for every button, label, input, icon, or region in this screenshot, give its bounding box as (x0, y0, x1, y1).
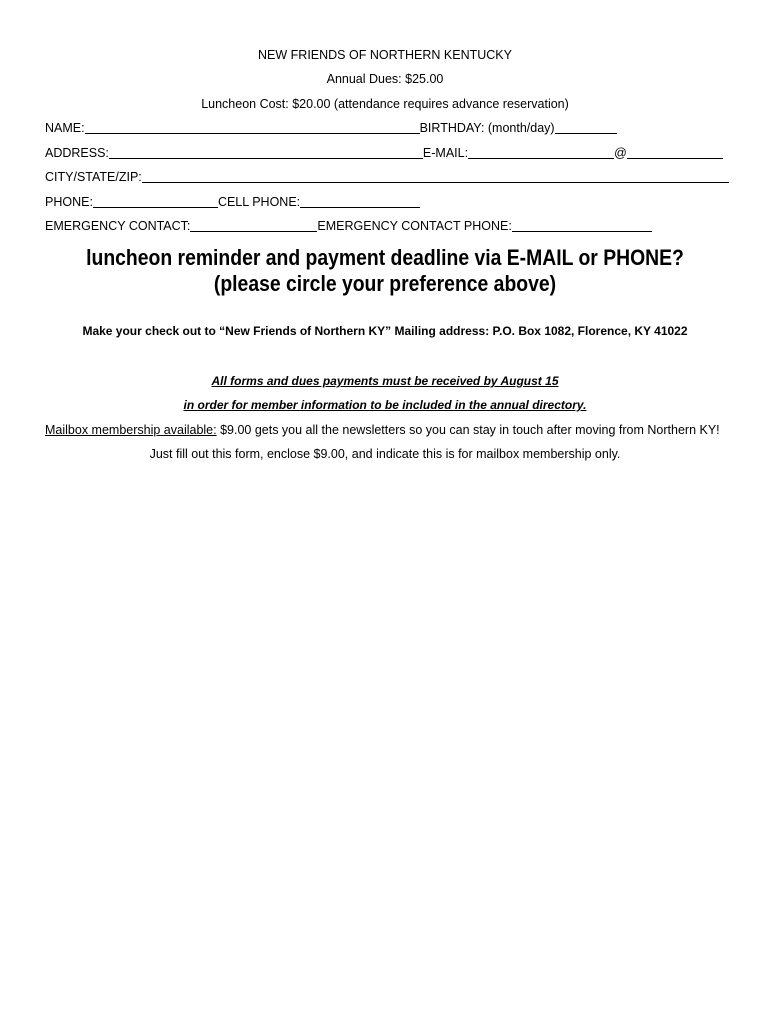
cell-phone-field[interactable] (300, 195, 420, 208)
city-label: CITY/STATE/ZIP: (45, 170, 142, 184)
emergency-phone-field[interactable] (512, 219, 652, 232)
email-domain-field[interactable] (627, 146, 723, 159)
city-state-zip-field[interactable] (142, 170, 729, 183)
email-at-sign: @ (614, 146, 627, 160)
birthday-field[interactable] (555, 121, 617, 134)
email-label: E-MAIL: (422, 146, 469, 160)
city-row (45, 169, 729, 185)
mailbox-label: Mailbox membership available: (45, 423, 217, 437)
mailbox-instructions: Just fill out this form, enclose $9.00, and indicate this is for mailbox membership only. (149, 447, 621, 461)
phone-field[interactable] (93, 195, 218, 208)
reminder-instruction: (please circle your preference above) (213, 271, 557, 296)
deadline-line-2: in order for member information to be included in the annual directory. (183, 398, 587, 412)
annual-dues-line: Annual Dues: $25.00 (326, 72, 444, 86)
name-label: NAME: (45, 121, 85, 135)
emergency-phone-label: EMERGENCY CONTACT PHONE: (317, 219, 512, 233)
reminder-question: luncheon reminder and payment deadline via E-MAIL or PHONE? (86, 245, 684, 270)
deadline-line-1: All forms and dues payments must be received by August 15 (211, 374, 559, 388)
address-field[interactable] (109, 146, 423, 159)
birthday-label: BIRTHDAY: (month/day) (419, 121, 555, 135)
check-payable-line: Make your check out to “New Friends of Northern KY” Mailing address: P.O. Box 1082, Florence, KY 41022 (82, 324, 688, 338)
cell-phone-label: CELL PHONE: (217, 195, 301, 209)
name-field[interactable] (85, 121, 420, 134)
luncheon-cost-line: Luncheon Cost: $20.00 (attendance requires advance reservation) (201, 97, 569, 111)
phone-label: PHONE: (45, 195, 93, 209)
emergency-row (45, 218, 652, 234)
name-row (45, 120, 617, 136)
address-row (45, 145, 723, 161)
emergency-contact-label: EMERGENCY CONTACT: (45, 219, 191, 233)
address-label: ADDRESS: (45, 146, 109, 160)
emergency-contact-field[interactable] (190, 219, 317, 232)
mailbox-membership-line (45, 422, 720, 438)
email-user-field[interactable] (468, 146, 614, 159)
mailbox-text: $9.00 gets you all the newsletters so you can stay in touch after moving from Northern KY! (216, 423, 720, 437)
org-name-heading: NEW FRIENDS OF NORTHERN KENTUCKY (258, 48, 512, 62)
phone-row (45, 194, 420, 210)
